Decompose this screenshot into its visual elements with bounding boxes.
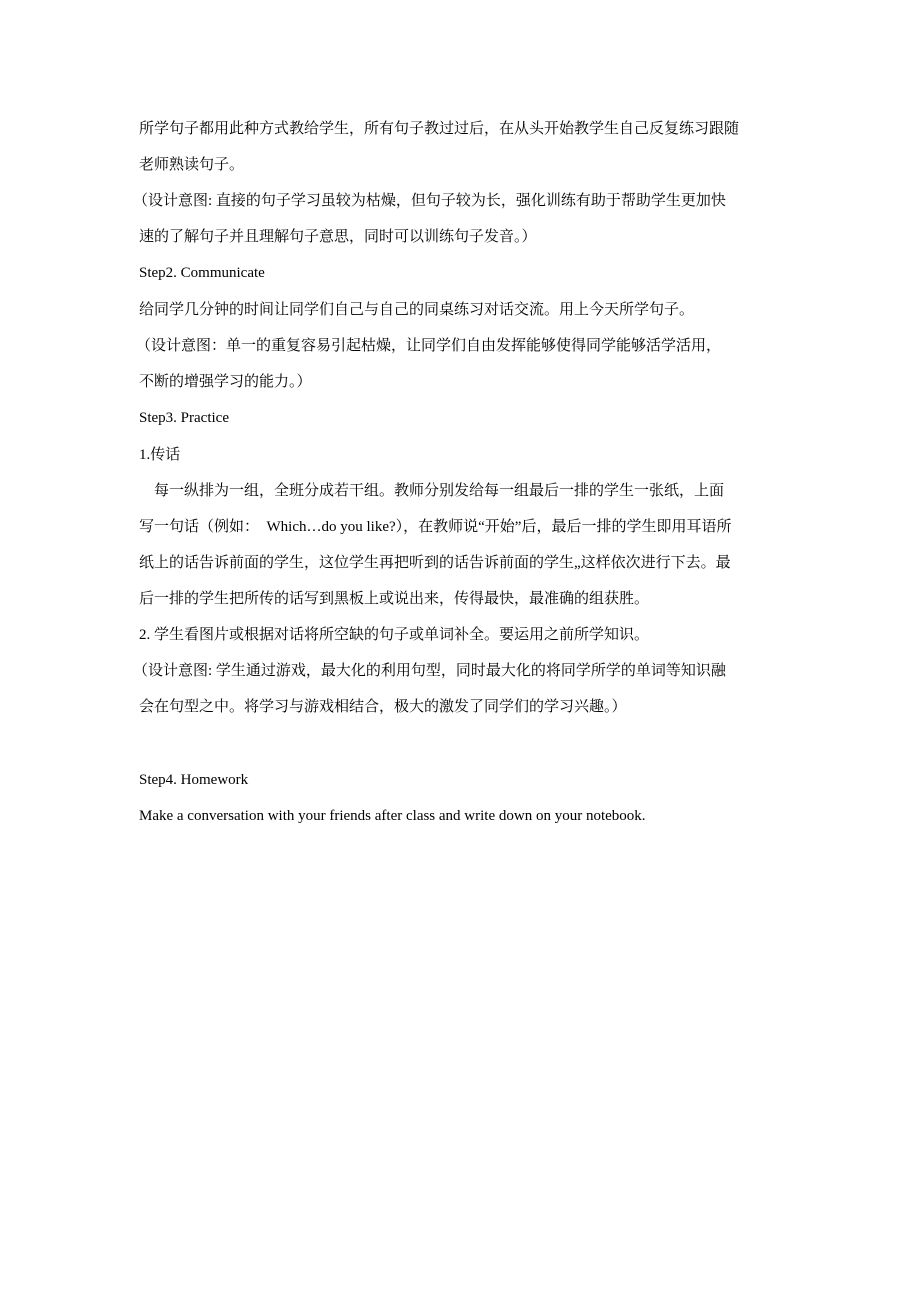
subheading-line: 1.传话: [139, 447, 181, 463]
design-intent-line: 不断的增强学习的能力。）: [139, 374, 312, 390]
design-intent-line: （设计意图：单一的重复容易引起枯燥，让同学们自由发挥能够使得同学能够活学活用，: [136, 338, 722, 354]
design-intent-line: 会在句型之中。将学习与游戏相结合，极大的激发了同学们的学习兴趣。）: [139, 699, 627, 715]
paragraph-line: 每一纵排为一组，全班分成若干组。教师分别发给每一组最后一排的学生一张纸，上面: [139, 483, 725, 499]
paragraph-line: 后一排的学生把所传的话写到黑板上或说出来，传得最快，最准确的组获胜。: [139, 591, 650, 607]
design-intent-line: （设计意图: 直接的句子学习虽较为枯燥，但句子较为长，强化训练有助于帮助学生更加快: [133, 193, 726, 209]
paragraph-line: 2. 学生看图片或根据对话将所空缺的句子或单词补全。要运用之前所学知识。: [139, 627, 650, 643]
homework-text: Make a conversation with your friends after class and write down on your notebook.: [139, 808, 646, 824]
paragraph-line: 纸上的话告诉前面的学生，这位学生再把听到的话告诉前面的学生„这样依次进行下去。最: [139, 555, 731, 571]
design-intent-line: 速的了解句子并且理解句子意思，同时可以训练句子发音。）: [139, 229, 537, 245]
step2-heading: Step2. Communicate: [139, 265, 265, 281]
paragraph-line: 所学句子都用此种方式教给学生，所有句子教过过后，在从头开始教学生自己反复练习跟随: [139, 121, 740, 137]
design-intent-line: （设计意图: 学生通过游戏，最大化的利用句型，同时最大化的将同学所学的单词等知识融: [133, 663, 726, 679]
step3-heading: Step3. Practice: [139, 410, 229, 426]
paragraph-line: 给同学几分钟的时间让同学们自己与自己的同桌练习对话交流。用上今天所学句子。: [139, 302, 695, 318]
step4-heading: Step4. Homework: [139, 772, 249, 788]
paragraph-line: 老师熟读句子。: [139, 157, 245, 173]
paragraph-line: 写一句话（例如： Which…do you like?），在教师说“开始”后，最后一排的学生即用耳语所: [139, 519, 732, 535]
